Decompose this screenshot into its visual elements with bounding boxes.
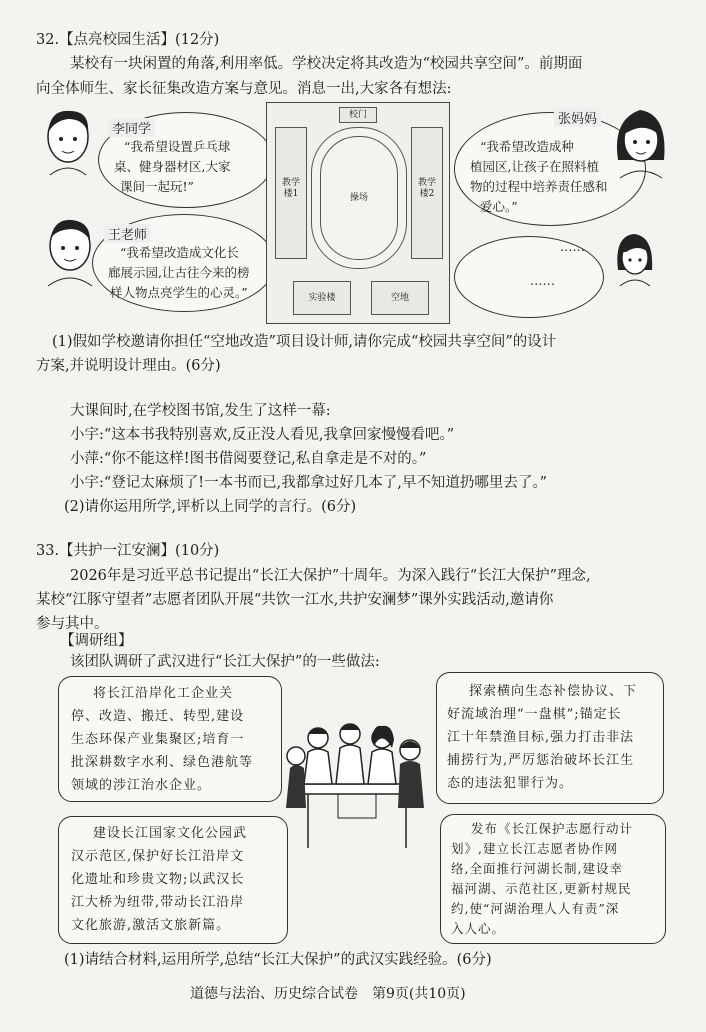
dialog-line1: 小宇:“这本书我特别喜欢,反正没人看见,我拿回家慢慢看吧。” xyxy=(70,427,455,443)
library-scene: 大课间时,在学校图书馆,发生了这样一幕: xyxy=(70,403,331,419)
zhang-line4: 爱心。” xyxy=(480,199,518,214)
teacher-face-illustration xyxy=(40,212,100,287)
map-gate: 校门 xyxy=(339,107,377,123)
map-building2: 教学楼2 xyxy=(411,127,443,259)
other-line1: …… xyxy=(560,239,585,254)
box-ecology: 探索横向生态补偿协议、下 好流域治理“一盘棋”;锚定长 江十年禁渔目标,强力打击非法 捕捞行为,严厉惩治破坏长江生 态的违法犯罪行为。 xyxy=(436,672,664,804)
q32-title: 32.【点亮校园生活】(12分) xyxy=(36,32,220,48)
mother-face-illustration xyxy=(610,100,672,180)
student-girl-face-illustration xyxy=(612,230,658,288)
map-empty-lot: 空地 xyxy=(371,281,429,315)
q33-intro-line3: 参与其中。 xyxy=(36,616,109,632)
wang-line3: 样人物点亮学生的心灵。” xyxy=(110,285,248,300)
q33-intro-line2: 某校“江豚守望者”志愿者团队开展“共饮一江水,共护安澜梦”课外实践活动,邀请你 xyxy=(36,592,554,608)
q33-title: 33.【共护一江安澜】(10分) xyxy=(36,543,220,559)
dialog-line2: 小萍:“你不能这样!图书借阅要登记,私自拿走是不对的。” xyxy=(70,451,427,467)
li-line2: 桌、健身器材区,大家 xyxy=(114,159,231,174)
q32-sub2: (2)请你运用所学,评析以上同学的言行。(6分) xyxy=(64,499,357,515)
wang-line1: “我希望改造成文化长 xyxy=(120,245,239,260)
q33-intro-line1: 2026年是习近平总书记提出“长江大保护”十周年。为深入践行“长江大保护”理念, xyxy=(70,568,591,584)
wang-line2: 廊展示园,让古往今来的榜 xyxy=(108,265,250,280)
other-line2: …… xyxy=(530,273,555,288)
q32-sub1-line2: 方案,并说明设计理由。(6分) xyxy=(36,358,221,374)
q33-group-label: 【调研组】 xyxy=(60,633,133,649)
box-industry: 将长江沿岸化工企业关 停、改造、搬迁、转型,建设 生态环保产业集聚区;培育一 批深耕数字水利、绿色港航等 领域的涉江治水企业。 xyxy=(58,676,282,802)
box-culture: 建设长江国家文化公园武 汉示范区,保护好长江沿岸文 化遗址和珍贵文物;以武汉长 江大桥为纽带,带动长江沿岸 文化旅游,激活文旅新篇。 xyxy=(58,816,288,944)
page-footer: 道德与法治、历史综合试卷 第9页(共10页) xyxy=(190,986,466,1002)
map-playground: 操场 xyxy=(311,127,407,269)
map-lab: 实验楼 xyxy=(293,281,351,315)
students-meeting-illustration xyxy=(282,708,432,858)
dialog-line3: 小宇:“登记太麻烦了!一本书而已,我都拿过好几本了,早不知道扔哪里去了。” xyxy=(70,475,548,491)
box-volunteer: 发布《长江保护志愿行动计 划》,建立长江志愿者协作网 络,全面推行河湖长制,建设幸 福河湖、示范社区,更新村规民 约,使“河湖治理人人有责”深 入人心。 xyxy=(440,814,666,944)
q32-intro-line2: 向全体师生、家长征集改造方案与意见。消息一出,大家各有想法: xyxy=(36,81,452,97)
map-building1: 教学楼1 xyxy=(275,127,307,259)
zhang-line3: 物的过程中培养责任感和 xyxy=(470,179,608,194)
zhang-line1: “我希望改造成种 xyxy=(480,139,574,154)
q33-sub1: (1)请结合材料,运用所学,总结“长江大保护”的武汉实践经验。(6分) xyxy=(64,952,492,968)
zhang-line2: 植园区,让孩子在照料植 xyxy=(470,159,599,174)
li-line1: “我希望设置乒乓球 xyxy=(124,139,231,154)
zhang-name: 张妈妈 xyxy=(554,108,601,127)
campus-map xyxy=(266,102,450,324)
li-name: 李同学 xyxy=(108,118,155,137)
wang-name: 王老师 xyxy=(104,224,151,243)
student-face-illustration xyxy=(40,103,100,178)
q32-intro-line1: 某校有一块闲置的角落,利用率低。学校决定将其改造为“校园共享空间”。前期面 xyxy=(70,56,583,72)
q33-group-intro: 该团队调研了武汉进行“长江大保护”的一些做法: xyxy=(70,654,380,670)
q32-sub1-line1: (1)假如学校邀请你担任“空地改造”项目设计师,请你完成“校园共享空间”的设计 xyxy=(52,334,557,350)
li-line3: 课间一起玩!” xyxy=(120,179,194,194)
